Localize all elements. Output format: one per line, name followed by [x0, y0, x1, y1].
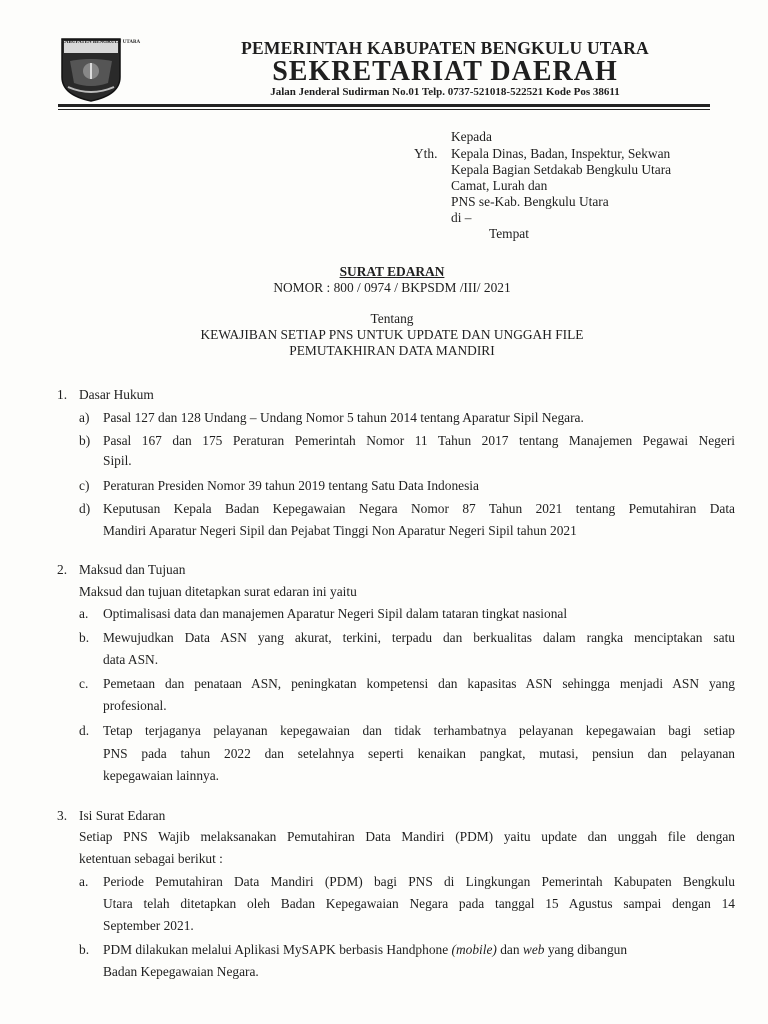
- section-title: Maksud dan Tujuan: [79, 562, 186, 577]
- list-letter: a.: [79, 606, 89, 621]
- list-item-text: yang dibangun: [544, 942, 628, 957]
- list-item: Mewujudkan Data ASN yang akurat, terkini, terpadu dan berkualitas dalam rangka menciptakan satu: [103, 630, 735, 645]
- doc-subject: KEWAJIBAN SETIAP PNS UNTUK UPDATE DAN UNGGAH FILE: [200, 327, 584, 342]
- list-item: PNS pada tahun 2022 dan setelahnya seperti kenaikan pangkat, mutasi, pensiun dan pelayanan: [103, 746, 735, 761]
- doc-heading: SURAT EDARAN: [339, 264, 445, 279]
- doc-number: NOMOR : 800 / 0974 / BKPSDM /III/ 2021: [273, 280, 511, 295]
- regency-emblem-icon: [60, 37, 141, 103]
- list-item: Badan Kepegawaian Negara.: [103, 964, 259, 979]
- list-item: kepegawaian lainnya.: [103, 768, 219, 783]
- list-item: [103, 942, 627, 958]
- letterhead-rule-thin: [58, 109, 710, 110]
- addressee-tempat: Tempat: [489, 226, 529, 241]
- letterhead-address: Jalan Jenderal Sudirman No.01 Telp. 0737-521018-522521 Kode Pos 38611: [270, 86, 620, 98]
- letterhead-rule-thick: [58, 104, 710, 107]
- list-letter: b): [79, 433, 91, 448]
- list-letter: d.: [79, 723, 90, 738]
- list-item: Pemetaan dan penataan ASN, peningkatan kompetensi dan kapasitas ASN sehingga menjadi ASN yang: [103, 676, 735, 691]
- addressee-line: di –: [451, 210, 472, 225]
- letterhead-government: PEMERINTAH KABUPATEN BENGKULU UTARA: [241, 38, 649, 58]
- list-item: Periode Pemutahiran Data Mandiri (PDM) bagi PNS di Lingkungan Pemerintah Kabupaten Bengkulu: [103, 874, 735, 889]
- list-item: Utara telah ditetapkan oleh Badan Kepegawaian Negara pada tanggal 15 Agustus sampai dengan 14: [103, 896, 735, 911]
- list-item: Optimalisasi data dan manajemen Aparatur Negeri Sipil dalam tataran tingkat nasional: [103, 606, 568, 621]
- list-letter: a): [79, 410, 90, 425]
- list-letter: b.: [79, 942, 90, 957]
- doc-subject: PEMUTAKHIRAN DATA MANDIRI: [289, 343, 495, 358]
- list-item: profesional.: [103, 698, 167, 713]
- list-letter: c.: [79, 676, 89, 691]
- list-item-text: PDM dilakukan melalui Aplikasi MySAPK berbasis Handphone: [103, 942, 452, 957]
- section-number: 1.: [57, 387, 68, 402]
- addressee-line: Kepala Bagian Setdakab Bengkulu Utara: [451, 162, 672, 177]
- doc-tentang: Tentang: [370, 311, 414, 326]
- list-letter: b.: [79, 630, 90, 645]
- list-item: Sipil.: [103, 453, 132, 468]
- list-item-italic: web: [522, 942, 545, 957]
- addressee-yth: Yth.: [414, 146, 438, 161]
- section-number: 2.: [57, 562, 68, 577]
- list-letter: d): [79, 501, 91, 516]
- list-item: Pasal 127 dan 128 Undang – Undang Nomor 5 tahun 2014 tentang Aparatur Sipil Negara.: [103, 410, 584, 425]
- list-item: Tetap terjaganya pelayanan kepegawaian dan tidak terhambatnya pelayanan kepegawaian bagi setiap: [103, 723, 735, 738]
- section-title: Isi Surat Edaran: [79, 808, 166, 823]
- section-title: Dasar Hukum: [79, 387, 154, 402]
- letterhead-office: SEKRETARIAT DAERAH: [272, 56, 618, 87]
- list-letter: c): [79, 478, 90, 493]
- addressee-line: Camat, Lurah dan: [451, 178, 548, 193]
- list-item: Pasal 167 dan 175 Peraturan Pemerintah Nomor 11 Tahun 2017 tentang Manajemen Pegawai Negeri: [103, 433, 735, 448]
- list-item: September 2021.: [103, 918, 194, 933]
- logo-caption: KABUPATEN BENGKULU UTARA: [61, 40, 141, 45]
- addressee-line: Kepala Dinas, Badan, Inspektur, Sekwan: [451, 146, 671, 161]
- section-intro: ketentuan sebagai berikut :: [79, 851, 223, 866]
- addressee-line: PNS se-Kab. Bengkulu Utara: [451, 194, 609, 209]
- section-number: 3.: [57, 808, 68, 823]
- list-item-italic: (mobile): [451, 942, 497, 957]
- section-intro: Maksud dan tujuan ditetapkan surat edaran ini yaitu: [79, 584, 357, 599]
- list-item: Mandiri Aparatur Negeri Sipil dan Pejabat Tinggi Non Aparatur Negeri Sipil tahun 2021: [103, 523, 577, 538]
- list-item-text: dan: [496, 942, 523, 957]
- list-item: Keputusan Kepala Badan Kepegawaian Negara Nomor 87 Tahun 2021 tentang Pemutahiran Data: [103, 501, 735, 516]
- list-item: data ASN.: [103, 652, 159, 667]
- addressee-kepada: Kepada: [451, 129, 492, 144]
- list-letter: a.: [79, 874, 89, 889]
- list-item: Peraturan Presiden Nomor 39 tahun 2019 tentang Satu Data Indonesia: [103, 478, 479, 493]
- section-intro: Setiap PNS Wajib melaksanakan Pemutahiran Data Mandiri (PDM) yaitu update dan unggah file dengan: [79, 829, 735, 844]
